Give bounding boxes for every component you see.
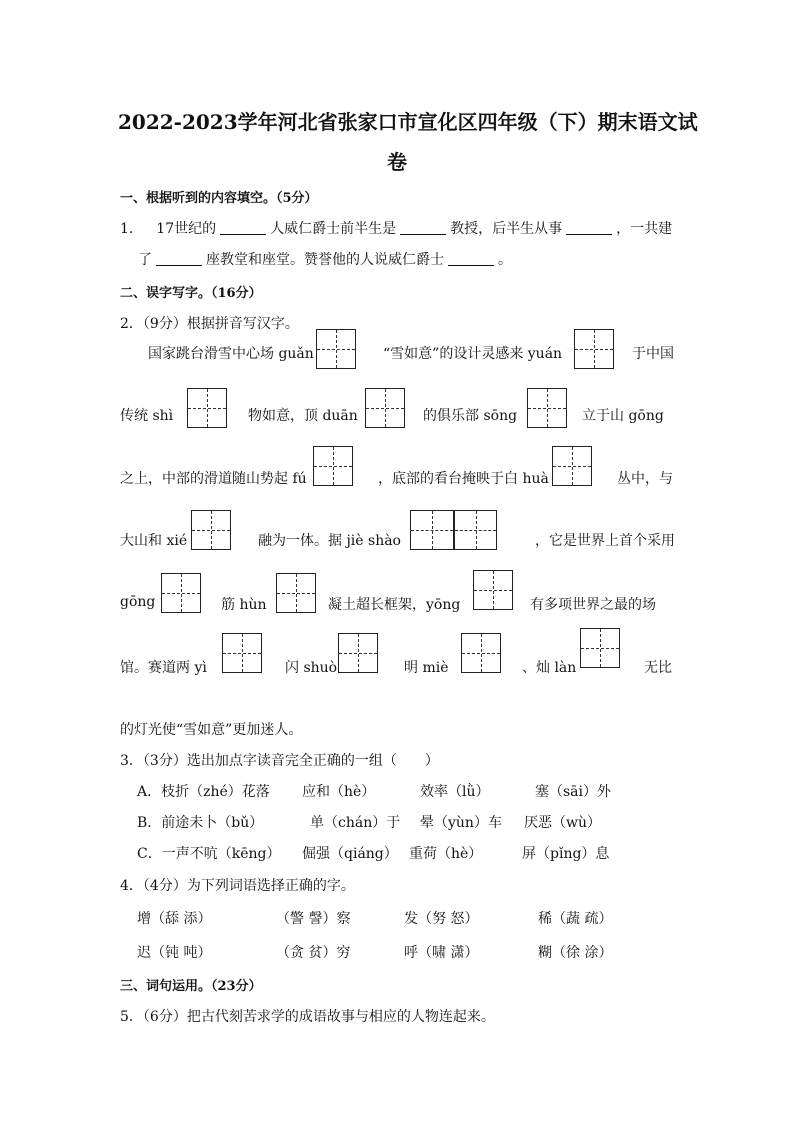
q2-text: 明 miè xyxy=(404,660,449,676)
q2-text: gōng xyxy=(120,594,156,610)
question-1-text-a: 17世纪的 xyxy=(156,221,217,237)
q3-option: 重荷（hè） xyxy=(409,846,483,862)
page-title-line1: 2022-2023学年河北省张家口市宣化区四年级（下）期末语文试 xyxy=(118,110,698,134)
q2-text: 的灯光使“雪如意”更加迷人。 xyxy=(120,722,303,738)
q2-text: 丛中，与 xyxy=(617,471,673,487)
q3-option: 厌恶（wù） xyxy=(524,815,601,831)
question-1-text-e: 了 xyxy=(138,252,152,268)
answer-blank[interactable] xyxy=(220,220,266,235)
q2-text: 之上，中部的滑道随山势起 fú xyxy=(120,471,307,487)
q2-text: 物如意，顶 duān xyxy=(248,408,358,424)
question-1-text-g: 。 xyxy=(498,252,512,268)
q2-text: 闪 shuò xyxy=(285,660,338,676)
answer-blank[interactable] xyxy=(400,220,446,235)
writing-grid-box[interactable] xyxy=(527,388,567,428)
q3-option: C．一声不吭（kēng） xyxy=(137,846,281,862)
q2-text: 馆。赛道两 yì xyxy=(120,660,207,676)
writing-grid-box[interactable] xyxy=(461,633,501,673)
q4-option: 稀（蔬 疏） xyxy=(538,911,613,927)
q3-option: 晕（yùn）车 xyxy=(420,815,502,831)
writing-grid-box[interactable] xyxy=(316,329,356,369)
q2-text: 、灿 làn xyxy=(522,660,577,676)
q3-option: 效率（lǜ） xyxy=(420,784,490,800)
q2-text: 的俱乐部 sōng xyxy=(423,408,518,424)
q2-text: 传统 shì xyxy=(120,408,174,424)
question-1-text-b: 人威仁爵士前半生是 xyxy=(270,221,397,237)
writing-grid-box[interactable] xyxy=(191,510,231,550)
writing-grid-box[interactable] xyxy=(473,570,513,610)
question-1-text-f: 座教堂和座堂。赞誉他的人说威仁爵士 xyxy=(206,252,444,268)
section-1-heading: 一、根据听到的内容填空。（5分） xyxy=(120,191,318,206)
q3-option: 塞（sāi）外 xyxy=(535,784,612,800)
question-1-line1 xyxy=(120,218,672,238)
q2-text: 筋 hùn xyxy=(221,597,267,613)
writing-grid-box[interactable] xyxy=(276,573,316,613)
section-2-heading: 二、误字写字。（16分） xyxy=(120,286,262,301)
writing-grid-box[interactable] xyxy=(187,388,227,428)
question-1-number: 1． xyxy=(120,221,143,237)
q3-option: 倔强（qiáng） xyxy=(302,846,398,862)
q3-option: 单（chán）于 xyxy=(310,815,401,831)
q3-option: 应和（hè） xyxy=(302,784,376,800)
q3-option: 屏（pǐng）息 xyxy=(522,846,610,862)
q3-option: B．前途未卜（bǔ） xyxy=(137,815,264,831)
question-1-text-c: 教授，后半生从事 xyxy=(450,221,563,237)
q2-text: ，底部的看台掩映于白 huà xyxy=(378,471,549,487)
answer-blank[interactable] xyxy=(156,251,202,266)
question-1-text-d: ，一共建 xyxy=(616,221,673,237)
q2-text: “雪如意”的设计灵感来 yuán xyxy=(383,346,563,362)
q2-text: ，它是世界上首个采用 xyxy=(535,533,675,549)
q4-option: 糊（徐 涂） xyxy=(538,945,613,961)
q2-text: 国家跳台滑雪中心场 guǎn xyxy=(148,346,314,362)
q3-option: A．枝折（zhé）花落 xyxy=(137,784,270,800)
question-2-heading: 2．（9分）根据拼音写汉字。 xyxy=(120,316,299,332)
q2-text: 于中国 xyxy=(632,346,674,362)
q2-text: 无比 xyxy=(644,660,672,676)
writing-grid-box[interactable] xyxy=(580,628,620,668)
answer-blank[interactable] xyxy=(566,220,612,235)
writing-grid-box[interactable] xyxy=(313,446,353,486)
writing-grid-box[interactable] xyxy=(410,510,454,550)
writing-grid-box[interactable] xyxy=(338,633,378,673)
question-5-heading: 5．（6分）把古代刻苦求学的成语故事与相应的人物连起来。 xyxy=(120,1009,495,1025)
writing-grid-box[interactable] xyxy=(222,633,262,673)
q4-option: （警 謦）察 xyxy=(276,911,351,927)
q4-option: 发（努 怒） xyxy=(404,911,479,927)
section-3-heading: 三、词句运用。（23分） xyxy=(120,979,262,994)
writing-grid-box[interactable] xyxy=(454,510,497,550)
q2-text: 立于山 gōng xyxy=(582,408,664,424)
q2-text: 有多项世界之最的场 xyxy=(530,597,656,613)
q4-option: （贪 贫）穷 xyxy=(276,945,351,961)
q4-option: 呼（啸 潇） xyxy=(404,945,479,961)
answer-blank[interactable] xyxy=(448,251,494,266)
writing-grid-box[interactable] xyxy=(365,388,405,428)
question-4-heading: 4．（4分）为下列词语选择正确的字。 xyxy=(120,878,355,894)
q4-option: 增（舔 添） xyxy=(137,911,212,927)
question-3-heading: 3．（3分）选出加点字读音完全正确的一组（ ） xyxy=(120,753,439,769)
q2-text: 融为一体。据 jiè shào xyxy=(258,533,401,549)
q2-text: 大山和 xié xyxy=(120,533,188,549)
writing-grid-box[interactable] xyxy=(574,329,614,369)
question-1-line2 xyxy=(138,249,512,269)
writing-grid-box[interactable] xyxy=(552,446,592,486)
q2-text: 凝土超长框架，yōng xyxy=(328,597,461,613)
writing-grid-box[interactable] xyxy=(161,573,201,613)
q4-option: 迟（钝 吨） xyxy=(137,945,212,961)
page-title-line2: 卷 xyxy=(387,150,407,174)
